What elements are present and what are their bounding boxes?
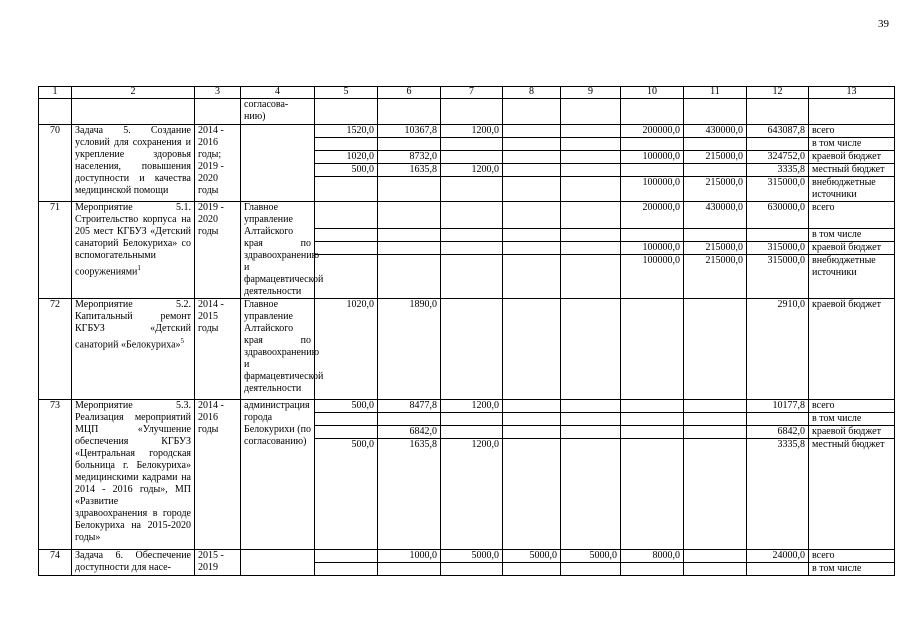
amount-value xyxy=(378,563,440,575)
amount-value xyxy=(441,255,502,293)
source-label: краевой бюджет xyxy=(809,242,894,255)
amount-value: 643087,8 xyxy=(747,125,808,138)
row-number: 73 xyxy=(39,400,72,550)
amount-value xyxy=(684,164,746,177)
amount-value xyxy=(503,229,560,242)
amount-value xyxy=(441,229,502,242)
col-header: 12 xyxy=(747,87,809,99)
source-label: в том числе xyxy=(809,229,894,242)
amount-value xyxy=(503,138,560,151)
amount-value xyxy=(561,151,620,164)
amount-cell-c12 xyxy=(747,550,809,576)
amount-value xyxy=(378,177,440,201)
amount-cell-c11 xyxy=(684,202,747,299)
row-number: 72 xyxy=(39,299,72,400)
amount-value xyxy=(315,138,377,151)
amount-value xyxy=(503,439,560,549)
col-header: 2 xyxy=(72,87,195,99)
page-number: 39 xyxy=(878,18,889,30)
amount-value xyxy=(441,242,502,255)
amount-value: 500,0 xyxy=(351,439,374,450)
row-name: Мероприятие 5.3. Реализация мероприятий МЦП «Улучшение обеспечения КГБУЗ «Центральная городская больница г. Белокуриха» медицинскими кадрами на 2014 - 2016 годы», МП «Развитие здравоохранения в городе Белокуриха на 2015-2020 годы» xyxy=(72,400,195,550)
col-header: 13 xyxy=(809,87,895,99)
source-label: краевой бюджет xyxy=(812,299,881,310)
row-executor: администрация города Белокурихи (по согласованию) xyxy=(241,400,315,550)
row-number: 74 xyxy=(39,550,72,576)
amount-value xyxy=(684,229,746,242)
amount-cell-c12 xyxy=(747,125,809,202)
amount-value: 8477,8 xyxy=(378,400,440,413)
amount-cell-c11 xyxy=(684,400,747,550)
amount-cell-c6 xyxy=(378,125,441,202)
amount-value xyxy=(315,426,377,439)
amount-cell-c13 xyxy=(809,299,895,400)
amount-value: 10177,8 xyxy=(747,400,808,413)
amount-value xyxy=(684,400,746,413)
amount-value: 1000,0 xyxy=(378,550,440,563)
continuation-text: согласова- нию) xyxy=(241,99,315,125)
amount-value xyxy=(747,413,808,426)
source-label: в том числе xyxy=(809,413,894,426)
row-name: Мероприятие 5.2. Капитальный ремонт КГБУЗ «Детский санаторий «Белокуриха»$^5$ xyxy=(72,299,195,400)
amount-value xyxy=(315,255,377,293)
row-number: 70 xyxy=(39,125,72,202)
amount-cell-c10 xyxy=(621,125,684,202)
amount-value xyxy=(621,229,683,242)
amount-value: 3335,8 xyxy=(747,164,808,177)
row-period: 2015 - 2019 xyxy=(195,550,241,576)
amount-cell-c7 xyxy=(441,202,503,299)
amount-value: 1020,0 xyxy=(346,299,374,310)
amount-value xyxy=(503,299,560,399)
amount-value xyxy=(503,177,560,201)
amount-value xyxy=(684,413,746,426)
amount-value xyxy=(315,550,377,563)
amount-value xyxy=(747,138,808,151)
amount-value: 215000,0 xyxy=(705,177,743,188)
amount-value: 100000,0 xyxy=(621,151,683,164)
source-label: краевой бюджет xyxy=(809,426,894,439)
source-label: в том числе xyxy=(812,563,862,574)
amount-value: 24000,0 xyxy=(747,550,808,563)
amount-value xyxy=(684,550,746,563)
row-executor: Главное управление Алтайского края по здравоохранению и фармацевтической деятельности xyxy=(241,202,315,299)
amount-value xyxy=(621,164,683,177)
amount-value xyxy=(684,563,746,575)
amount-value: 6842,0 xyxy=(378,426,440,439)
amount-value: 1635,8 xyxy=(378,164,440,177)
amount-value xyxy=(378,242,440,255)
col-header: 10 xyxy=(621,87,684,99)
amount-value: 315000,0 xyxy=(767,177,805,188)
amount-value: 5000,0 xyxy=(561,550,620,563)
source-label: местный бюджет xyxy=(812,439,885,450)
row-number: 71 xyxy=(39,202,72,299)
amount-value xyxy=(315,413,377,426)
amount-cell-c6 xyxy=(378,299,441,400)
row-executor xyxy=(241,550,315,576)
amount-value xyxy=(561,242,620,255)
amount-cell-c11 xyxy=(684,550,747,576)
amount-cell-c10 xyxy=(621,202,684,299)
amount-cell-c9 xyxy=(561,400,621,550)
amount-value xyxy=(503,202,560,229)
amount-value xyxy=(378,255,440,293)
source-label: внебюджетные источники xyxy=(812,177,876,200)
row-period: 2014 - 2015 годы xyxy=(195,299,241,400)
amount-value xyxy=(503,400,560,413)
amount-cell-c10 xyxy=(621,400,684,550)
amount-value: 1890,0 xyxy=(409,299,437,310)
amount-cell-c9 xyxy=(561,202,621,299)
amount-value: 500,0 xyxy=(315,400,377,413)
amount-cell-c9 xyxy=(561,125,621,202)
amount-cell-c12 xyxy=(747,202,809,299)
amount-cell-c5 xyxy=(315,202,378,299)
amount-value: 8732,0 xyxy=(378,151,440,164)
amount-value xyxy=(684,299,746,399)
table-row xyxy=(39,299,895,400)
amount-value xyxy=(441,413,502,426)
amount-cell-c12 xyxy=(747,400,809,550)
amount-value: 324752,0 xyxy=(747,151,808,164)
amount-value: 8000,0 xyxy=(621,550,683,563)
amount-value xyxy=(561,563,620,575)
amount-value xyxy=(561,299,620,399)
row-period: 2014 - 2016 годы; 2019 - 2020 годы xyxy=(195,125,241,202)
header-row xyxy=(39,87,895,99)
amount-cell-c8 xyxy=(503,125,561,202)
amount-value xyxy=(441,177,502,201)
continuation-row xyxy=(39,99,895,125)
amount-cell-c5 xyxy=(315,400,378,550)
amount-value: 5000,0 xyxy=(503,550,560,563)
amount-value xyxy=(561,177,620,201)
amount-value xyxy=(503,563,560,575)
amount-value xyxy=(378,413,440,426)
table-row xyxy=(39,550,895,576)
amount-value xyxy=(441,299,502,399)
amount-value xyxy=(378,229,440,242)
amount-cell-c7 xyxy=(441,299,503,400)
amount-cell-c8 xyxy=(503,400,561,550)
table-row xyxy=(39,202,895,299)
amount-value xyxy=(561,229,620,242)
amount-value: 1200,0 xyxy=(471,439,499,450)
amount-value xyxy=(684,439,746,549)
amount-cell-c9 xyxy=(561,299,621,400)
col-header: 11 xyxy=(684,87,747,99)
amount-cell-c9 xyxy=(561,550,621,576)
amount-value: 1200,0 xyxy=(441,164,502,177)
amount-value xyxy=(621,413,683,426)
amount-value xyxy=(684,138,746,151)
amount-value xyxy=(561,164,620,177)
amount-value: 215000,0 xyxy=(684,151,746,164)
amount-value xyxy=(561,426,620,439)
amount-cell-c5 xyxy=(315,125,378,202)
amount-value xyxy=(621,299,683,399)
amount-cell-c5 xyxy=(315,299,378,400)
amount-value xyxy=(747,563,808,575)
table-row xyxy=(39,400,895,550)
amount-cell-c10 xyxy=(621,299,684,400)
table-row xyxy=(39,125,895,202)
amount-value: 200000,0 xyxy=(621,125,683,138)
amount-cell-c8 xyxy=(503,202,561,299)
col-header: 8 xyxy=(503,87,561,99)
footnote-mark: 1 xyxy=(137,264,141,272)
amount-value xyxy=(503,413,560,426)
row-period: 2014 - 2016 годы xyxy=(195,400,241,550)
row-executor xyxy=(241,125,315,202)
row-executor: Главное управление Алтайского края по здравоохранению и фармацевтической деятельности xyxy=(241,299,315,400)
amount-value: 200000,0 xyxy=(621,202,683,229)
amount-cell-c7 xyxy=(441,125,503,202)
amount-value: 1020,0 xyxy=(315,151,377,164)
amount-cell-c8 xyxy=(503,299,561,400)
amount-value: 1200,0 xyxy=(441,125,502,138)
amount-value xyxy=(503,151,560,164)
amount-value xyxy=(561,138,620,151)
amount-value xyxy=(441,151,502,164)
row-name: Задача 5. Создание условий для сохранения и укрепление здоровья населения, повышения доступности и качества медицинской помощи xyxy=(72,125,195,202)
amount-value: 215000,0 xyxy=(684,242,746,255)
amount-value: 315000,0 xyxy=(767,255,805,266)
col-header: 6 xyxy=(378,87,441,99)
amount-value xyxy=(561,439,620,549)
footnote-mark: 5 xyxy=(180,337,185,345)
amount-value xyxy=(503,125,560,138)
amount-value: 6842,0 xyxy=(747,426,808,439)
amount-value xyxy=(621,138,683,151)
amount-value: 1635,8 xyxy=(409,439,437,450)
amount-value xyxy=(441,138,502,151)
amount-cell-c7 xyxy=(441,550,503,576)
source-label: всего xyxy=(809,550,894,563)
amount-value xyxy=(503,164,560,177)
col-header: 9 xyxy=(561,87,621,99)
amount-value: 100000,0 xyxy=(621,242,683,255)
amount-value: 10367,8 xyxy=(378,125,440,138)
amount-value xyxy=(621,439,683,549)
col-header: 4 xyxy=(241,87,315,99)
amount-value xyxy=(561,413,620,426)
source-label: внебюджетные источники xyxy=(812,255,876,278)
amount-cell-c13 xyxy=(809,125,895,202)
amount-value: 315000,0 xyxy=(747,242,808,255)
amount-value xyxy=(561,125,620,138)
amount-value xyxy=(621,426,683,439)
amount-value: 2910,0 xyxy=(777,299,805,310)
amount-cell-c13 xyxy=(809,400,895,550)
row-period: 2019 - 2020 годы xyxy=(195,202,241,299)
amount-value: 430000,0 xyxy=(684,202,746,229)
amount-value xyxy=(561,202,620,229)
amount-value xyxy=(503,255,560,293)
row-name: Мероприятие 5.1. Строительство корпуса на 205 мест КГБУЗ «Детский санаторий Белокуриха» со вспомогательными сооружениями$^1$ xyxy=(72,202,195,299)
source-label: всего xyxy=(809,202,894,229)
source-label: всего xyxy=(809,125,894,138)
amount-value xyxy=(561,255,620,293)
amount-value: 100000,0 xyxy=(642,255,680,266)
col-header: 5 xyxy=(315,87,378,99)
amount-cell-c6 xyxy=(378,400,441,550)
amount-cell-c5 xyxy=(315,550,378,576)
row-name: Задача 6. Обеспечение доступности для насе- xyxy=(72,550,195,576)
amount-value: 1200,0 xyxy=(441,400,502,413)
amount-value xyxy=(315,202,377,229)
budget-table xyxy=(38,86,895,576)
amount-cell-c13 xyxy=(809,202,895,299)
amount-value xyxy=(315,229,377,242)
amount-value xyxy=(621,400,683,413)
col-header: 1 xyxy=(39,87,72,99)
amount-cell-c6 xyxy=(378,550,441,576)
amount-value xyxy=(441,426,502,439)
amount-value xyxy=(503,242,560,255)
source-label: в том числе xyxy=(809,138,894,151)
amount-value xyxy=(503,426,560,439)
amount-value xyxy=(561,400,620,413)
amount-value xyxy=(747,229,808,242)
amount-value: 100000,0 xyxy=(642,177,680,188)
amount-cell-c6 xyxy=(378,202,441,299)
source-label: краевой бюджет xyxy=(809,151,894,164)
amount-value: 215000,0 xyxy=(705,255,743,266)
amount-value: 5000,0 xyxy=(441,550,502,563)
amount-cell-c12 xyxy=(747,299,809,400)
amount-value: 1520,0 xyxy=(315,125,377,138)
amount-value xyxy=(378,202,440,229)
amount-cell-c11 xyxy=(684,299,747,400)
amount-value xyxy=(378,138,440,151)
amount-cell-c7 xyxy=(441,400,503,550)
amount-value xyxy=(441,202,502,229)
amount-value: 3335,8 xyxy=(777,439,805,450)
amount-value: 430000,0 xyxy=(684,125,746,138)
amount-cell-c13 xyxy=(809,550,895,576)
amount-value xyxy=(315,177,377,201)
col-header: 7 xyxy=(441,87,503,99)
amount-cell-c8 xyxy=(503,550,561,576)
amount-cell-c10 xyxy=(621,550,684,576)
source-label: всего xyxy=(809,400,894,413)
amount-cell-c11 xyxy=(684,125,747,202)
source-label: местный бюджет xyxy=(809,164,894,177)
amount-value xyxy=(315,242,377,255)
amount-value xyxy=(441,563,502,575)
col-header: 3 xyxy=(195,87,241,99)
amount-value xyxy=(684,426,746,439)
amount-value: 500,0 xyxy=(315,164,377,177)
amount-value xyxy=(315,563,377,575)
amount-value: 630000,0 xyxy=(747,202,808,229)
amount-value xyxy=(621,563,683,575)
